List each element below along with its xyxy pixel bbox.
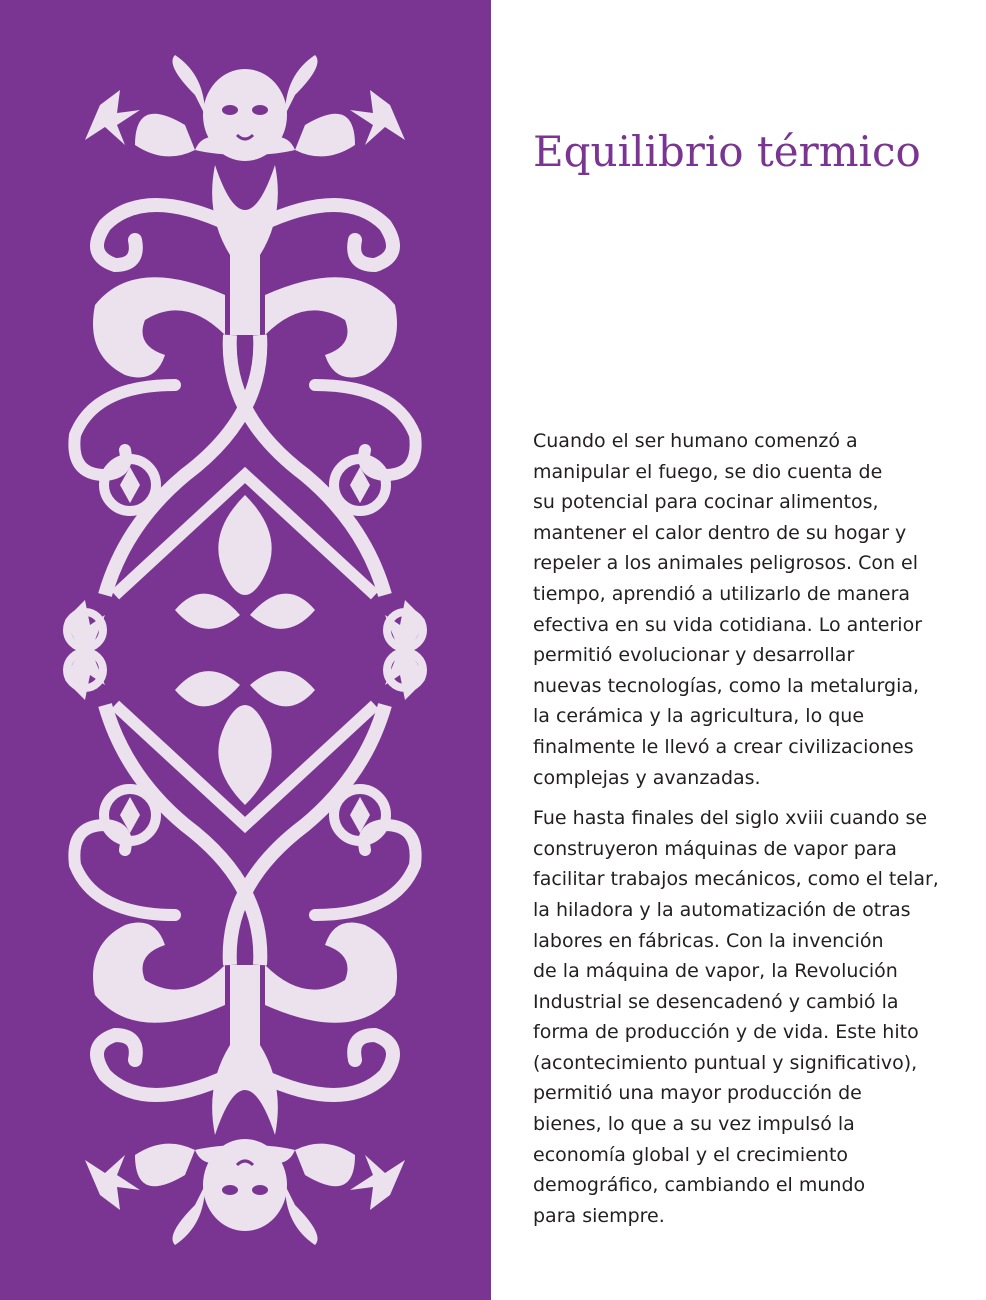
- baroque-ornament-icon: [55, 55, 435, 1245]
- paragraph-2: Fue hasta finales del siglo xviii cuando se construyeron máquinas de vapor para facilitar trabajos mecánicos, como el telar, la hiladora y la automatización de otras labores en fábricas. Con la invención de la máquina de vapor, la Revolución Industrial se desencadenó y cambió la forma de producción y de vida. Este hito (acontecimiento puntual y significativo), permitió una mayor producción de bienes, lo que a su vez impulsó la economía global y el crecimiento demográfico, cambiando el mundo para siempre.: [533, 807, 939, 1227]
- body-text: [533, 426, 943, 1241]
- paragraph-1: Cuando el ser humano comenzó a manipular el fuego, se dio cuenta de su potencial para cocinar alimentos, mantener el calor dentro de su hogar y repeler a los animales peligrosos. Con el tiempo, aprendió a utilizarlo de manera efectiva en su vida cotidiana. Lo anterior permitió evolucionar y desarrollar nuevas tecnologías, como la metalurgia, la cerámica y la agricultura, lo que finalmente le llevó a crear civilizaciones complejas y avanzadas.: [533, 430, 922, 789]
- decorative-side-panel: [0, 0, 491, 1300]
- page-title: Equilibrio térmico: [533, 127, 921, 176]
